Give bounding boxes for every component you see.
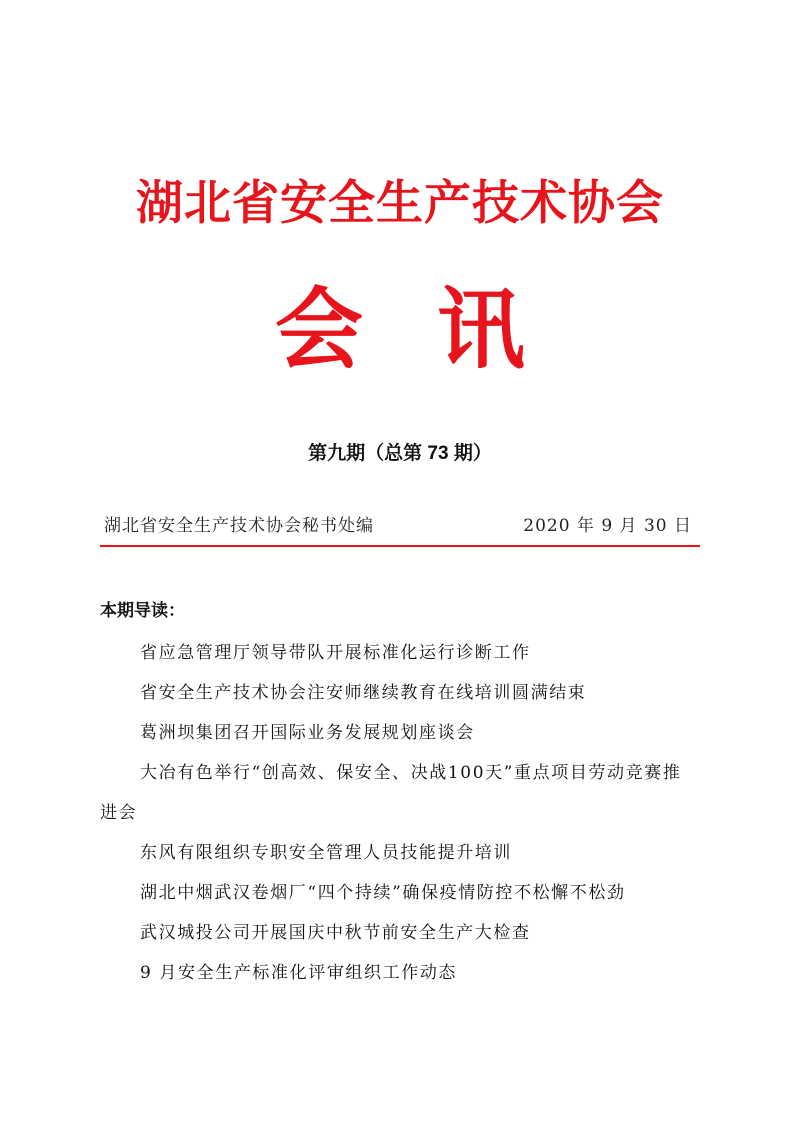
publication-info-row — [100, 512, 700, 540]
header-divider — [100, 545, 700, 547]
guide-item: 省安全生产技术协会注安师继续教育在线培训圆满结束 — [140, 683, 587, 703]
guide-item: 湖北中烟武汉卷烟厂“四个持续”确保疫情防控不松懈不松劲 — [140, 883, 626, 903]
guide-heading: 本期导读： — [100, 601, 185, 620]
guide-item: 葛洲坝集团召开国际业务发展规划座谈会 — [140, 723, 475, 743]
publication-date: 2020 年 9 月 30 日 — [523, 516, 692, 536]
guide-item: 武汉城投公司开展国庆中秋节前安全生产大检查 — [140, 923, 531, 943]
guide-item: 省应急管理厅领导带队开展标准化运行诊断工作 — [140, 643, 531, 663]
document-type-title: 会讯 — [274, 278, 599, 381]
editor-credit: 湖北省安全生产技术协会秘书处编 — [104, 516, 374, 536]
guide-list — [100, 633, 700, 993]
organization-title: 湖北省安全生产技术协会 — [136, 176, 664, 231]
guide-item: 东风有限组织专职安全管理人员技能提升培训 — [140, 843, 512, 863]
guide-item: 9 月安全生产标准化评审组织工作动态 — [140, 963, 458, 983]
guide-item: 大冶有色举行“创高效、保安全、决战100天”重点项目劳动竞赛推进会 — [100, 763, 682, 823]
issue-number: 第九期（总第 73 期） — [308, 443, 492, 464]
